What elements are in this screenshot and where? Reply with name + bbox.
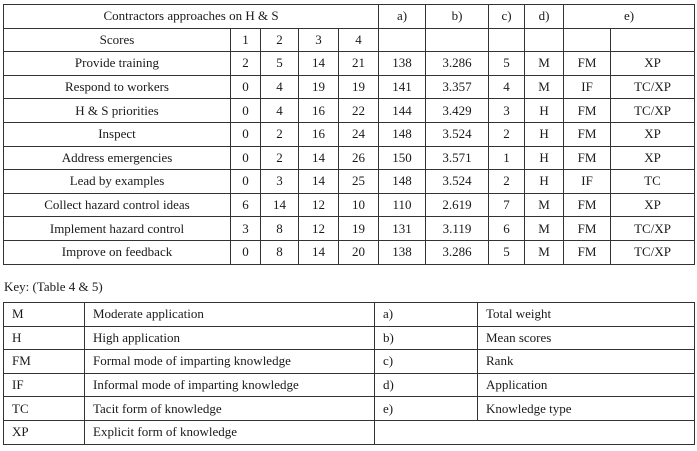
- score-1-cell: 0: [231, 170, 261, 194]
- row-label: Address emergencies: [4, 146, 231, 170]
- scores-header-row: [4, 28, 695, 52]
- table-row: [4, 52, 695, 76]
- application-cell: H: [525, 146, 564, 170]
- mean-score-cell: 3.119: [426, 217, 489, 241]
- mode-cell: FM: [564, 99, 611, 123]
- total-weight-cell: 144: [379, 99, 426, 123]
- key-row: [4, 397, 695, 421]
- mode-cell: IF: [564, 75, 611, 99]
- rank-cell: 5: [489, 240, 525, 264]
- key-meaning: High application: [85, 326, 375, 350]
- approaches-table-body: [4, 5, 695, 265]
- mode-cell: FM: [564, 52, 611, 76]
- key-row: [4, 373, 695, 397]
- score-3-cell: 14: [299, 52, 339, 76]
- score-1-cell: 0: [231, 240, 261, 264]
- table-row: [4, 122, 695, 146]
- mean-score-cell: 3.571: [426, 146, 489, 170]
- key-abbreviation: FM: [4, 350, 85, 374]
- score-2-cell: 4: [261, 99, 299, 123]
- score-1-cell: 0: [231, 99, 261, 123]
- rank-cell: 2: [489, 122, 525, 146]
- score-4-cell: 10: [339, 193, 379, 217]
- score-2-cell: 2: [261, 146, 299, 170]
- total-weight-cell: 131: [379, 217, 426, 241]
- key-row: [4, 326, 695, 350]
- mode-cell: FM: [564, 240, 611, 264]
- knowledge-form-cell: TC: [611, 170, 695, 194]
- key-letter: d): [375, 373, 478, 397]
- key-label: Key: (Table 4 & 5): [4, 279, 103, 294]
- row-label: Collect hazard control ideas: [4, 193, 231, 217]
- score-2-cell: 5: [261, 52, 299, 76]
- total-weight-cell: 110: [379, 193, 426, 217]
- row-label: H & S priorities: [4, 99, 231, 123]
- total-weight-cell: 148: [379, 122, 426, 146]
- score-3-cell: 14: [299, 146, 339, 170]
- score-4-cell: 24: [339, 122, 379, 146]
- rank-cell: 7: [489, 193, 525, 217]
- score-4-cell: 26: [339, 146, 379, 170]
- table-row: [4, 217, 695, 241]
- table-title-row: [4, 5, 695, 29]
- approaches-table: [3, 4, 695, 265]
- key-empty-cell: [375, 420, 695, 444]
- key-letter: b): [375, 326, 478, 350]
- key-description: Mean scores: [478, 326, 695, 350]
- col-header-e: e): [564, 5, 695, 29]
- mode-cell: FM: [564, 122, 611, 146]
- mode-cell: FM: [564, 146, 611, 170]
- key-description: Application: [478, 373, 695, 397]
- score-3-cell: 12: [299, 217, 339, 241]
- application-cell: H: [525, 99, 564, 123]
- score-2-cell: 3: [261, 170, 299, 194]
- mean-score-cell: 3.524: [426, 122, 489, 146]
- score-1-cell: 6: [231, 193, 261, 217]
- rank-cell: 6: [489, 217, 525, 241]
- score-header: 4: [339, 28, 379, 52]
- total-weight-cell: 141: [379, 75, 426, 99]
- score-2-cell: 8: [261, 240, 299, 264]
- row-label: Implement hazard control: [4, 217, 231, 241]
- score-3-cell: 16: [299, 99, 339, 123]
- score-4-cell: 25: [339, 170, 379, 194]
- row-label: Inspect: [4, 122, 231, 146]
- knowledge-form-cell: TC/XP: [611, 240, 695, 264]
- score-2-cell: 2: [261, 122, 299, 146]
- key-abbreviation: M: [4, 303, 85, 327]
- application-cell: M: [525, 75, 564, 99]
- row-label: Lead by examples: [4, 170, 231, 194]
- score-4-cell: 19: [339, 217, 379, 241]
- rank-cell: 5: [489, 52, 525, 76]
- application-cell: M: [525, 217, 564, 241]
- mode-cell: IF: [564, 170, 611, 194]
- table-row: [4, 75, 695, 99]
- total-weight-cell: 148: [379, 170, 426, 194]
- knowledge-form-cell: XP: [611, 122, 695, 146]
- score-4-cell: 21: [339, 52, 379, 76]
- application-cell: H: [525, 122, 564, 146]
- rank-cell: 3: [489, 99, 525, 123]
- col-header-b: b): [426, 5, 489, 29]
- score-4-cell: 20: [339, 240, 379, 264]
- key-description: Total weight: [478, 303, 695, 327]
- empty-cell: [489, 28, 525, 52]
- row-label: Respond to workers: [4, 75, 231, 99]
- total-weight-cell: 138: [379, 52, 426, 76]
- key-table: [3, 302, 695, 445]
- key-abbreviation: TC: [4, 397, 85, 421]
- score-1-cell: 2: [231, 52, 261, 76]
- key-abbreviation: IF: [4, 373, 85, 397]
- score-3-cell: 12: [299, 193, 339, 217]
- knowledge-form-cell: XP: [611, 193, 695, 217]
- table-row: [4, 99, 695, 123]
- mean-score-cell: 2.619: [426, 193, 489, 217]
- score-1-cell: 0: [231, 122, 261, 146]
- mean-score-cell: 3.524: [426, 170, 489, 194]
- score-3-cell: 16: [299, 122, 339, 146]
- rank-cell: 1: [489, 146, 525, 170]
- key-description: Rank: [478, 350, 695, 374]
- row-label: Provide training: [4, 52, 231, 76]
- key-letter: a): [375, 303, 478, 327]
- key-letter: c): [375, 350, 478, 374]
- table-row: [4, 170, 695, 194]
- col-header-a: a): [379, 5, 426, 29]
- table-title: Contractors approaches on H & S: [4, 5, 379, 29]
- application-cell: M: [525, 240, 564, 264]
- rank-cell: 4: [489, 75, 525, 99]
- table-row: [4, 146, 695, 170]
- table-row: [4, 240, 695, 264]
- score-1-cell: 3: [231, 217, 261, 241]
- total-weight-cell: 138: [379, 240, 426, 264]
- application-cell: M: [525, 52, 564, 76]
- score-header: 2: [261, 28, 299, 52]
- empty-cell: [611, 28, 695, 52]
- key-meaning: Informal mode of imparting knowledge: [85, 373, 375, 397]
- knowledge-form-cell: TC/XP: [611, 75, 695, 99]
- key-meaning: Tacit form of knowledge: [85, 397, 375, 421]
- knowledge-form-cell: TC/XP: [611, 217, 695, 241]
- table-row: [4, 193, 695, 217]
- score-4-cell: 19: [339, 75, 379, 99]
- key-row: [4, 350, 695, 374]
- key-letter: e): [375, 397, 478, 421]
- rank-cell: 2: [489, 170, 525, 194]
- empty-cell: [525, 28, 564, 52]
- empty-cell: [379, 28, 426, 52]
- key-meaning: Explicit form of knowledge: [85, 420, 375, 444]
- score-1-cell: 0: [231, 75, 261, 99]
- knowledge-form-cell: XP: [611, 146, 695, 170]
- key-description: Knowledge type: [478, 397, 695, 421]
- key-meaning: Moderate application: [85, 303, 375, 327]
- score-2-cell: 4: [261, 75, 299, 99]
- empty-cell: [426, 28, 489, 52]
- mean-score-cell: 3.429: [426, 99, 489, 123]
- knowledge-form-cell: TC/XP: [611, 99, 695, 123]
- score-3-cell: 19: [299, 75, 339, 99]
- col-header-d: d): [525, 5, 564, 29]
- total-weight-cell: 150: [379, 146, 426, 170]
- mean-score-cell: 3.357: [426, 75, 489, 99]
- score-2-cell: 8: [261, 217, 299, 241]
- mode-cell: FM: [564, 193, 611, 217]
- score-2-cell: 14: [261, 193, 299, 217]
- scores-label: Scores: [4, 28, 231, 52]
- knowledge-form-cell: XP: [611, 52, 695, 76]
- score-3-cell: 14: [299, 240, 339, 264]
- key-abbreviation: XP: [4, 420, 85, 444]
- mode-cell: FM: [564, 217, 611, 241]
- mean-score-cell: 3.286: [426, 240, 489, 264]
- application-cell: H: [525, 170, 564, 194]
- score-1-cell: 0: [231, 146, 261, 170]
- key-row: [4, 303, 695, 327]
- empty-cell: [564, 28, 611, 52]
- score-4-cell: 22: [339, 99, 379, 123]
- key-table-body: [4, 303, 695, 445]
- row-label: Improve on feedback: [4, 240, 231, 264]
- key-meaning: Formal mode of imparting knowledge: [85, 350, 375, 374]
- score-3-cell: 14: [299, 170, 339, 194]
- key-row: [4, 420, 695, 444]
- score-header: 1: [231, 28, 261, 52]
- application-cell: M: [525, 193, 564, 217]
- mean-score-cell: 3.286: [426, 52, 489, 76]
- col-header-c: c): [489, 5, 525, 29]
- score-header: 3: [299, 28, 339, 52]
- key-abbreviation: H: [4, 326, 85, 350]
